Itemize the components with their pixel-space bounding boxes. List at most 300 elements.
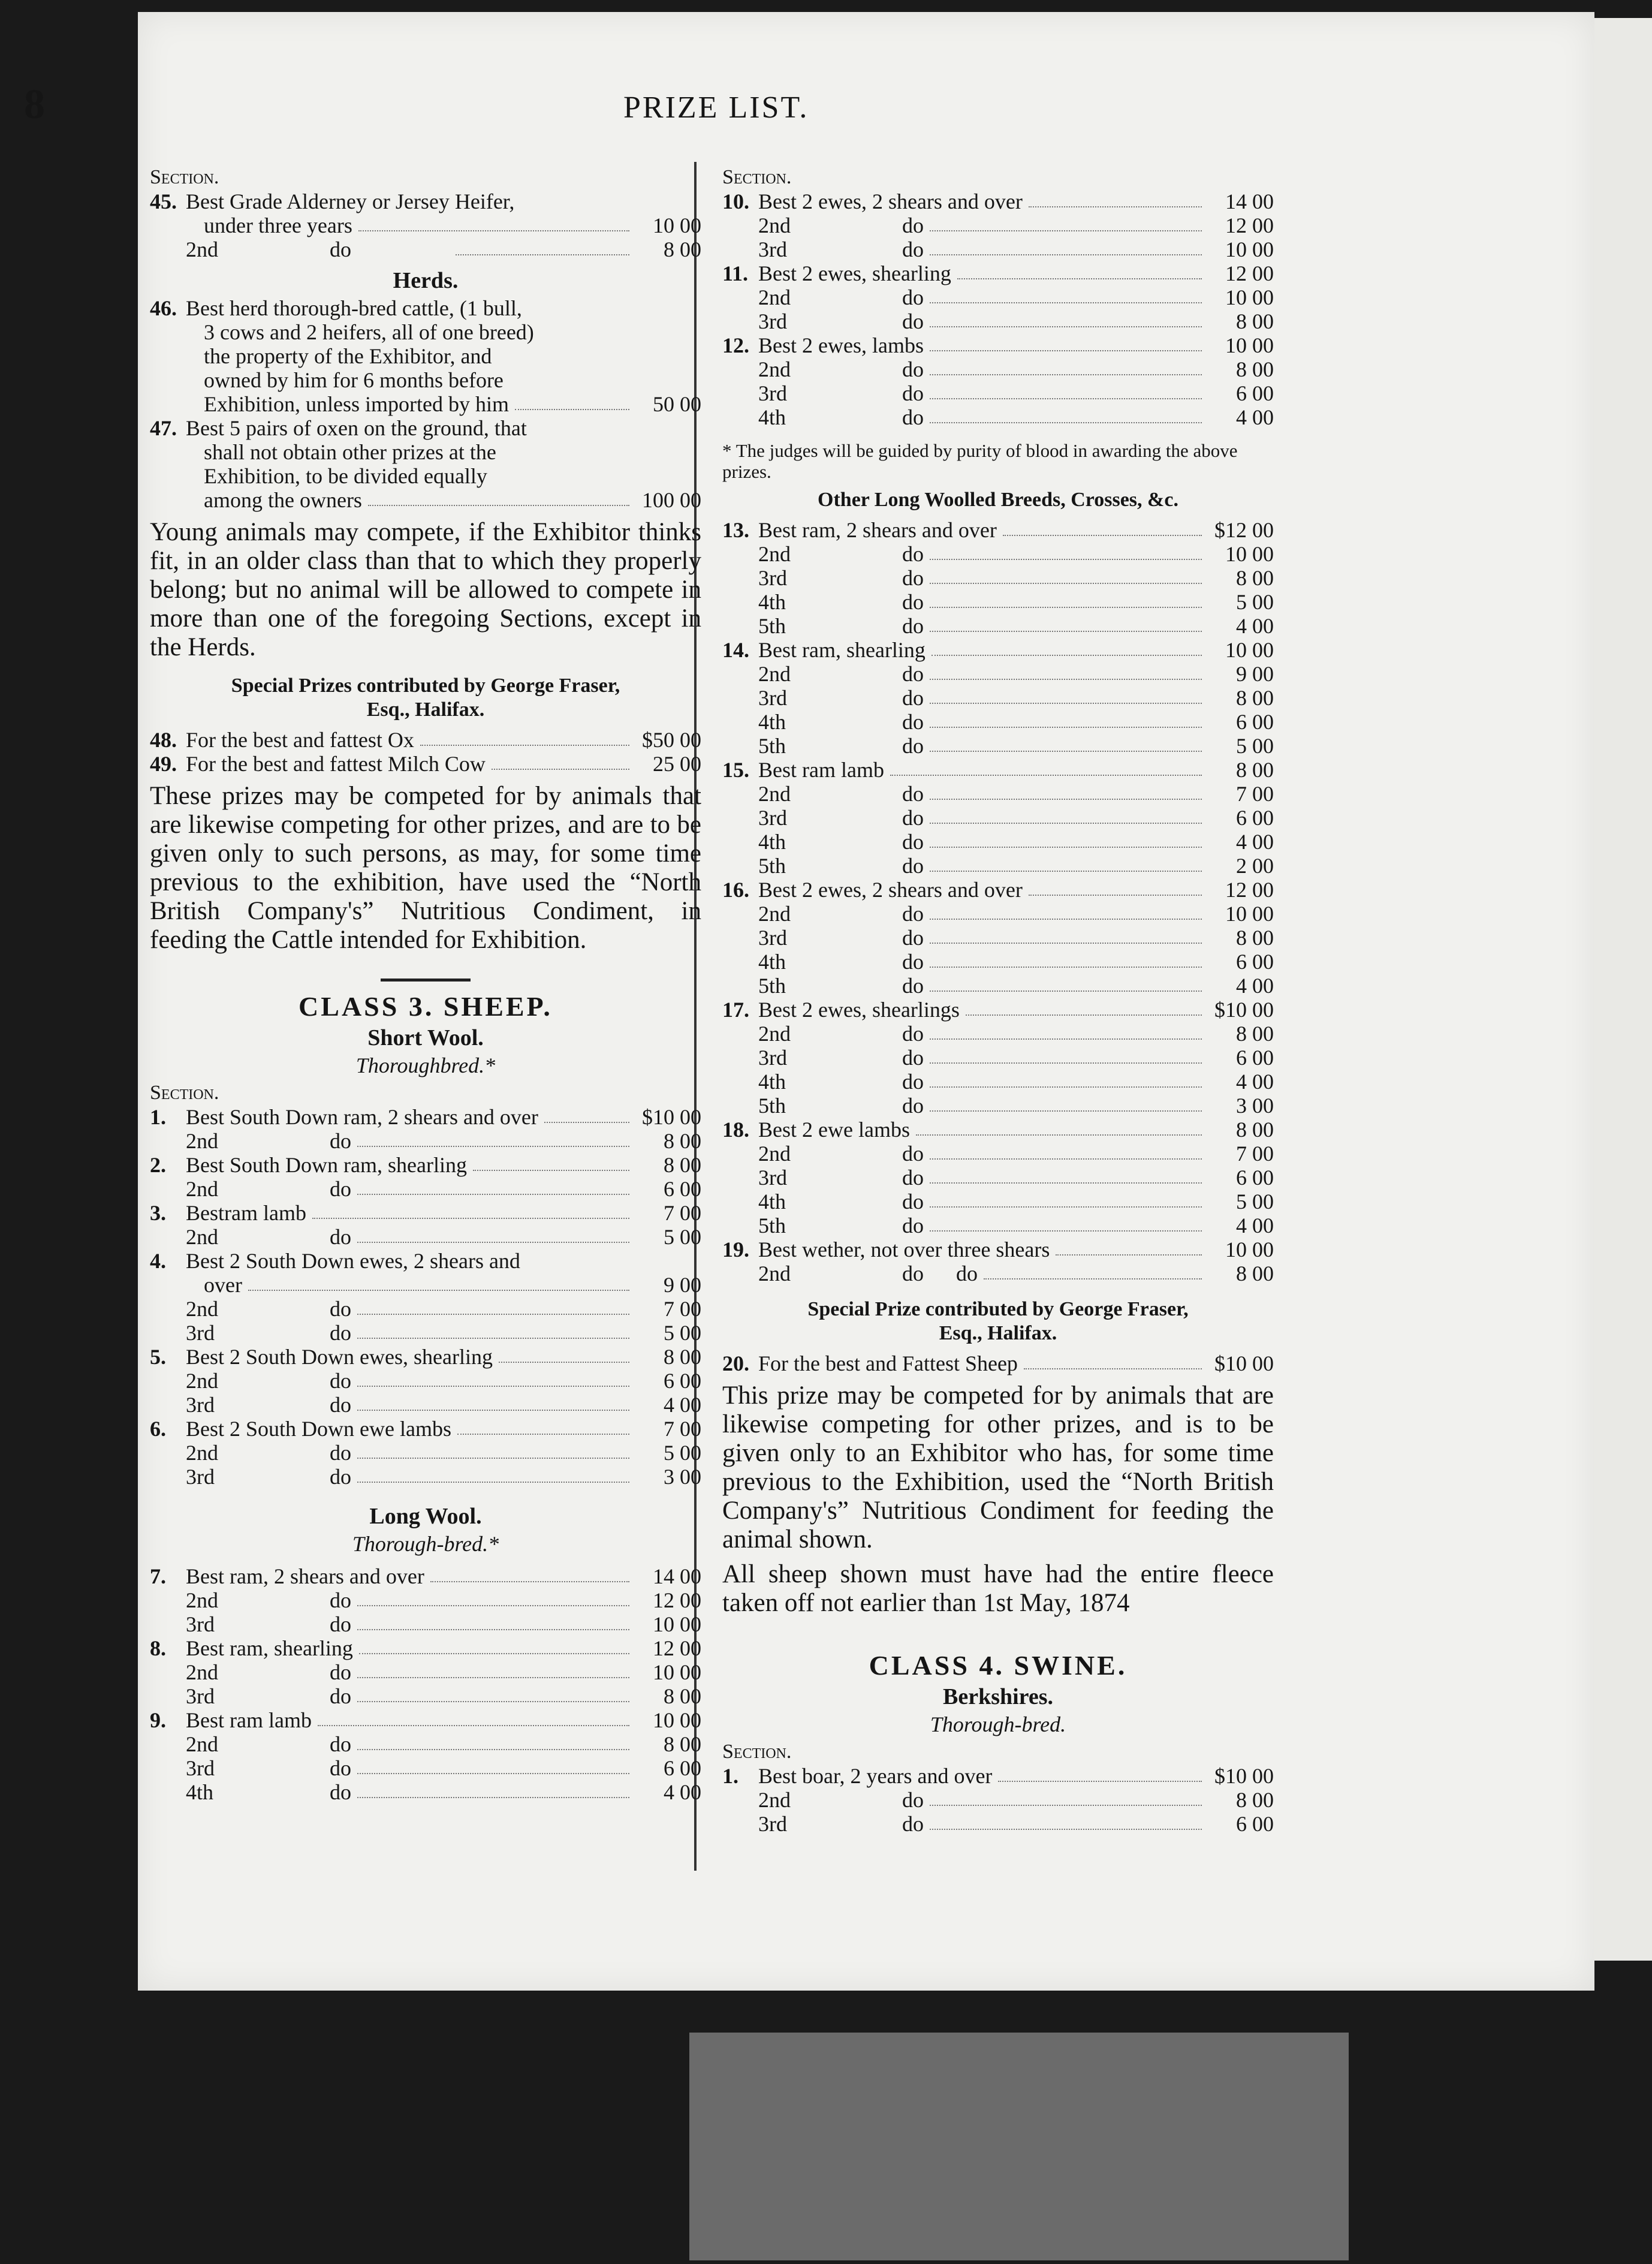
ditto: do bbox=[902, 405, 924, 429]
section-number: 7. bbox=[150, 1564, 166, 1588]
ditto: do bbox=[330, 1660, 351, 1684]
prize-amount: 10 00 bbox=[1225, 1238, 1274, 1262]
ditto: do bbox=[330, 1465, 351, 1489]
prize-amount: 5 00 bbox=[1236, 734, 1274, 758]
section-number: 8. bbox=[150, 1636, 166, 1660]
ditto: do bbox=[902, 1812, 924, 1836]
prize-amount: 6 00 bbox=[1236, 1166, 1274, 1190]
place-label: 4th bbox=[758, 590, 786, 614]
prize-amount: 12 00 bbox=[1225, 213, 1274, 237]
place-label: 2nd bbox=[186, 1297, 218, 1321]
prize-row bbox=[150, 1684, 701, 1708]
prize-amount: 3 00 bbox=[664, 1465, 701, 1489]
entry-description: Best ram, shearling bbox=[186, 1636, 353, 1660]
ditto: do bbox=[330, 1588, 351, 1612]
section-number: 10. bbox=[722, 189, 749, 213]
prize-row bbox=[722, 1046, 1274, 1070]
prize-row bbox=[150, 1732, 701, 1756]
entry-description: Best ram lamb bbox=[758, 758, 884, 782]
place-label: 3rd bbox=[758, 237, 787, 261]
place-label: 3rd bbox=[758, 806, 787, 830]
ditto: do bbox=[902, 1070, 924, 1094]
prize-amount: 8 00 bbox=[1236, 1022, 1274, 1046]
scan-background-strip bbox=[689, 2033, 1349, 2260]
place-label: 3rd bbox=[186, 1756, 215, 1780]
prize-amount: $10 00 bbox=[1214, 998, 1274, 1022]
prize-amount: 3 00 bbox=[1236, 1094, 1274, 1118]
section-label: Section. bbox=[150, 1082, 219, 1104]
ditto: do bbox=[902, 782, 924, 806]
breed-note: Thoroughbred.* bbox=[355, 1053, 496, 1077]
ditto: do bbox=[330, 1177, 351, 1201]
place-label: 5th bbox=[758, 974, 786, 998]
prize-row bbox=[722, 309, 1274, 333]
section-number: 19. bbox=[722, 1238, 749, 1262]
section-number: 14. bbox=[722, 638, 749, 662]
place-label: 2nd bbox=[186, 1660, 218, 1684]
prize-amount: 12 00 bbox=[1225, 261, 1274, 285]
prize-amount: 7 00 bbox=[1236, 782, 1274, 806]
ditto: do bbox=[902, 662, 924, 686]
section-number: 46. bbox=[150, 296, 177, 320]
prize-amount: $50 00 bbox=[642, 728, 701, 752]
entry-description: shall not obtain other prizes at the bbox=[204, 440, 496, 464]
place-label: 2nd bbox=[758, 357, 791, 381]
prize-amount: 10 00 bbox=[1225, 902, 1274, 926]
prize-row bbox=[722, 758, 1274, 782]
prize-row bbox=[150, 1129, 701, 1153]
fleece-paragraph: All sheep shown must have had the entire fleece taken off not earlier than 1st May, 1874 bbox=[722, 1560, 1274, 1617]
prize-amount: 9 00 bbox=[664, 1273, 701, 1297]
prize-row bbox=[722, 614, 1274, 638]
prize-row bbox=[150, 189, 701, 213]
ditto: do bbox=[902, 237, 924, 261]
prize-amount: 8 00 bbox=[1236, 309, 1274, 333]
place-label: 3rd bbox=[758, 686, 787, 710]
long-wool-list bbox=[150, 1564, 701, 1804]
entry-description: Best 2 ewes, 2 shears and over bbox=[758, 878, 1023, 902]
prize-amount: 9 00 bbox=[1236, 662, 1274, 686]
prize-amount: 6 00 bbox=[664, 1369, 701, 1393]
prize-row bbox=[150, 1588, 701, 1612]
prize-row bbox=[722, 1812, 1274, 1836]
prize-amount: 2 00 bbox=[1236, 854, 1274, 878]
ditto: do bbox=[330, 1684, 351, 1708]
place-label: 5th bbox=[758, 854, 786, 878]
place-label: 2nd bbox=[186, 1369, 218, 1393]
prize-amount: 4 00 bbox=[1236, 974, 1274, 998]
section-number: 5. bbox=[150, 1345, 166, 1369]
entry-description: Best 2 ewes, shearlings bbox=[758, 998, 960, 1022]
prize-amount: 5 00 bbox=[664, 1441, 701, 1465]
prize-amount: 10 00 bbox=[1225, 285, 1274, 309]
prize-amount: 4 00 bbox=[664, 1780, 701, 1804]
place-label: 3rd bbox=[758, 1166, 787, 1190]
ditto: do bbox=[902, 213, 924, 237]
place-label: 2nd bbox=[186, 1225, 218, 1249]
place-label: 4th bbox=[758, 405, 786, 429]
prize-amount: 7 00 bbox=[1236, 1142, 1274, 1166]
entry-description: Best ram, 2 shears and over bbox=[186, 1564, 424, 1588]
section-number: 3. bbox=[150, 1201, 166, 1225]
section-number: 18. bbox=[722, 1118, 749, 1142]
prize-row bbox=[150, 1612, 701, 1636]
prize-row bbox=[722, 1166, 1274, 1190]
prize-row bbox=[722, 1764, 1274, 1788]
prize-amount: 25 00 bbox=[653, 752, 701, 776]
section-number: 15. bbox=[722, 758, 749, 782]
entry-description: under three years bbox=[204, 213, 352, 237]
prize-row bbox=[722, 237, 1274, 261]
prize-row bbox=[150, 1564, 701, 1588]
other-breeds-heading: Other Long Woolled Breeds, Crosses, &c. bbox=[818, 489, 1178, 511]
ditto: do bbox=[902, 926, 924, 950]
prize-amount: 4 00 bbox=[664, 1393, 701, 1417]
prize-row bbox=[722, 926, 1274, 950]
prize-row bbox=[722, 782, 1274, 806]
entry-description: among the owners bbox=[204, 488, 362, 512]
entry-description: For the best and Fattest Sheep bbox=[758, 1351, 1018, 1375]
prize-amount: 8 00 bbox=[664, 1732, 701, 1756]
place-label: 5th bbox=[758, 1214, 786, 1238]
prize-row bbox=[150, 1273, 701, 1297]
prize-amount: 6 00 bbox=[664, 1177, 701, 1201]
prize-amount: 8 00 bbox=[664, 1129, 701, 1153]
prize-row bbox=[722, 1142, 1274, 1166]
entry-description: Best 2 ewes, 2 shears and over bbox=[758, 189, 1023, 213]
ditto: do bbox=[902, 1166, 924, 1190]
ditto: do bbox=[902, 854, 924, 878]
entry-description: Best wether, not over three shears bbox=[758, 1238, 1050, 1262]
entry-description: owned by him for 6 months before bbox=[204, 368, 504, 392]
breed-note: Thorough-bred. bbox=[930, 1712, 1066, 1736]
prize-amount: 7 00 bbox=[664, 1417, 701, 1441]
ditto: do bbox=[902, 1094, 924, 1118]
prize-amount: 10 00 bbox=[653, 1660, 701, 1684]
place-label: 2nd bbox=[758, 542, 791, 566]
place-label: 2nd bbox=[186, 1129, 218, 1153]
class-heading: CLASS 3. SHEEP. bbox=[299, 991, 553, 1022]
prize-row bbox=[722, 806, 1274, 830]
prize-row bbox=[150, 1321, 701, 1345]
prize-amount: 4 00 bbox=[1236, 830, 1274, 854]
place-label: 3rd bbox=[758, 1046, 787, 1070]
place-label: 3rd bbox=[758, 309, 787, 333]
entry-description: Best 2 South Down ewe lambs bbox=[186, 1417, 451, 1441]
prize-row bbox=[722, 518, 1274, 542]
entry-description: over bbox=[204, 1273, 242, 1297]
prize-amount: $10 00 bbox=[1214, 1764, 1274, 1788]
ditto: do bbox=[902, 614, 924, 638]
ditto: do bbox=[902, 734, 924, 758]
ditto: do bbox=[902, 950, 924, 974]
place-label: 4th bbox=[186, 1780, 214, 1804]
prize-row bbox=[722, 189, 1274, 213]
place-label: 2nd bbox=[758, 902, 791, 926]
prize-row bbox=[722, 333, 1274, 357]
prize-amount: 8 00 bbox=[1236, 758, 1274, 782]
place-label: 4th bbox=[758, 1070, 786, 1094]
page-number: 8 bbox=[24, 82, 45, 128]
prize-amount: 8 00 bbox=[1236, 1262, 1274, 1285]
ditto: do bbox=[902, 1788, 924, 1812]
prize-row bbox=[722, 285, 1274, 309]
section-number: 6. bbox=[150, 1417, 166, 1441]
prize-row bbox=[722, 950, 1274, 974]
place-label: 3rd bbox=[758, 1812, 787, 1836]
prize-amount: 6 00 bbox=[1236, 710, 1274, 734]
short-wool-list bbox=[150, 1105, 701, 1489]
ditto: do bbox=[330, 1321, 351, 1345]
prizes-paragraph: These prizes may be competed for by animals that are likewise competing for other prizes, and are to be given only to such persons, as may, for some time previous to the exhibition, have used the “North British Company's” Nutritious Condiment, in feeding the Cattle intended for Exhibition. bbox=[150, 782, 701, 954]
entry-description: Best 2 ewes, shearling bbox=[758, 261, 951, 285]
section-number: 2. bbox=[150, 1153, 166, 1177]
prize-row bbox=[150, 1105, 701, 1129]
place-label: 2nd bbox=[758, 1788, 791, 1812]
prize-amount: 6 00 bbox=[1236, 381, 1274, 405]
section-number: 45. bbox=[150, 189, 177, 213]
section-label: Section. bbox=[150, 166, 219, 188]
entry-description: Exhibition, to be divided equally bbox=[204, 464, 487, 488]
prize-row bbox=[150, 1660, 701, 1684]
section-number: 1. bbox=[150, 1105, 166, 1129]
entry-description: Best 2 ewes, lambs bbox=[758, 333, 924, 357]
prize-amount: 100 00 bbox=[642, 488, 701, 512]
place-label: 5th bbox=[758, 1094, 786, 1118]
section-number: 48. bbox=[150, 728, 177, 752]
prize-amount: 8 00 bbox=[1236, 566, 1274, 590]
prize-row bbox=[722, 213, 1274, 237]
ditto: do bbox=[902, 309, 924, 333]
herds-heading: Herds. bbox=[393, 268, 459, 293]
ditto: do bbox=[902, 381, 924, 405]
prize-row bbox=[722, 974, 1274, 998]
prize-amount: 8 00 bbox=[1236, 357, 1274, 381]
prize-row bbox=[722, 662, 1274, 686]
place-label: 5th bbox=[758, 734, 786, 758]
prize-row bbox=[722, 357, 1274, 381]
place-label: 2nd bbox=[186, 1177, 218, 1201]
prize-row bbox=[150, 1201, 701, 1225]
section-label: Section. bbox=[722, 1741, 792, 1763]
prize-row bbox=[722, 686, 1274, 710]
long-wool-ewes-list bbox=[722, 189, 1274, 429]
prize-amount: 10 00 bbox=[1225, 333, 1274, 357]
prize-amount: 12 00 bbox=[653, 1636, 701, 1660]
place-label: 3rd bbox=[186, 1465, 215, 1489]
place-label: 3rd bbox=[758, 926, 787, 950]
prize-amount: 6 00 bbox=[1236, 806, 1274, 830]
ditto: do bbox=[330, 1297, 351, 1321]
prize-row bbox=[722, 902, 1274, 926]
left-column bbox=[150, 162, 701, 1804]
prize-amount: 10 00 bbox=[1225, 237, 1274, 261]
prize-amount: 6 00 bbox=[1236, 1046, 1274, 1070]
ditto: do bbox=[330, 1393, 351, 1417]
prize-row bbox=[150, 1708, 701, 1732]
prize-amount: $10 00 bbox=[1214, 1351, 1274, 1375]
prize-amount: 4 00 bbox=[1236, 614, 1274, 638]
prize-row bbox=[150, 1297, 701, 1321]
prize-row bbox=[722, 734, 1274, 758]
section-number: 12. bbox=[722, 333, 749, 357]
ditto: do bbox=[902, 357, 924, 381]
prize-row bbox=[722, 710, 1274, 734]
prize-row bbox=[150, 1177, 701, 1201]
swine-list bbox=[722, 1764, 1274, 1836]
prize-amount: 8 00 bbox=[664, 237, 701, 261]
prize-amount: $12 00 bbox=[1214, 518, 1274, 542]
ditto: do bbox=[902, 1022, 924, 1046]
entry-description: Best ram, shearling bbox=[758, 638, 926, 662]
prize-row bbox=[150, 1153, 701, 1177]
prize-row bbox=[150, 752, 701, 776]
prize-paragraph: This prize may be competed for by animals that are likewise competing for other prizes, and is to be given only to an Exhibitor who has, for some time previous to the Exhibition, used the “North British Company's” Nutritious Condiment for feeding the animal shown. bbox=[722, 1381, 1274, 1554]
prize-amount: 5 00 bbox=[1236, 590, 1274, 614]
ditto: do bbox=[330, 1732, 351, 1756]
prize-row bbox=[150, 296, 701, 320]
entry-description: Best South Down ram, 2 shears and over bbox=[186, 1105, 538, 1129]
prize-amount: 14 00 bbox=[653, 1564, 701, 1588]
prize-row bbox=[150, 1393, 701, 1417]
ditto: do bbox=[902, 1190, 924, 1214]
section-number: 16. bbox=[722, 878, 749, 902]
prize-amount: 8 00 bbox=[1236, 926, 1274, 950]
place-label: 2nd bbox=[186, 1732, 218, 1756]
ditto: do bbox=[902, 542, 924, 566]
running-head: PRIZE LIST. bbox=[623, 91, 809, 125]
place-label: 2nd bbox=[758, 213, 791, 237]
prize-row bbox=[722, 1022, 1274, 1046]
prize-row bbox=[722, 1788, 1274, 1812]
ditto: do bbox=[902, 974, 924, 998]
prize-amount: 8 00 bbox=[1236, 1788, 1274, 1812]
place-label: 2nd bbox=[186, 1588, 218, 1612]
prize-amount: 4 00 bbox=[1236, 1214, 1274, 1238]
entry-description: the property of the Exhibitor, and bbox=[204, 344, 492, 368]
ditto: do bbox=[330, 237, 351, 261]
place-label: 2nd bbox=[758, 1142, 791, 1166]
breed-note: Thorough-bred.* bbox=[352, 1532, 499, 1556]
prize-amount: 8 00 bbox=[664, 1345, 701, 1369]
ditto: ram lamb bbox=[224, 1201, 306, 1225]
ditto: do bbox=[330, 1612, 351, 1636]
entry-description: 3 cows and 2 heifers, all of one breed) bbox=[204, 320, 534, 344]
ditto: do bbox=[330, 1369, 351, 1393]
place-label: 3rd bbox=[758, 566, 787, 590]
prize-amount: 8 00 bbox=[1236, 1118, 1274, 1142]
section-number: 9. bbox=[150, 1708, 166, 1732]
prize-amount: 50 00 bbox=[653, 392, 701, 416]
prize-amount: 10 00 bbox=[1225, 638, 1274, 662]
ditto: do bbox=[330, 1129, 351, 1153]
entry-description: Best bbox=[186, 1201, 225, 1225]
entry-description: Best 5 pairs of oxen on the ground, that bbox=[186, 416, 527, 440]
prize-row bbox=[150, 1465, 701, 1489]
place-label: 4th bbox=[758, 950, 786, 974]
prize-row bbox=[722, 1118, 1274, 1142]
prize-amount: 14 00 bbox=[1225, 189, 1274, 213]
separator-rule bbox=[381, 979, 471, 982]
prize-row bbox=[722, 1214, 1274, 1238]
prize-row bbox=[722, 405, 1274, 429]
prize-row bbox=[722, 1262, 1274, 1285]
prize-row bbox=[150, 1441, 701, 1465]
prize-row bbox=[150, 237, 701, 261]
place-label: 5th bbox=[758, 614, 786, 638]
prize-amount: 5 00 bbox=[664, 1321, 701, 1345]
place-label: 4th bbox=[758, 830, 786, 854]
entry-description: Best South Down ram, shearling bbox=[186, 1153, 467, 1177]
place-label: 2nd bbox=[758, 662, 791, 686]
subheading: Berkshires. bbox=[942, 1684, 1054, 1709]
prize-amount: $10 00 bbox=[642, 1105, 701, 1129]
subheading: Short Wool. bbox=[367, 1025, 484, 1050]
section-number: 4. bbox=[150, 1249, 166, 1273]
section-number: 20. bbox=[722, 1351, 749, 1375]
special-prize-heading: Special Prize contributed by George Fraser, Esq., Halifax. bbox=[807, 1298, 1189, 1344]
place-label: 3rd bbox=[186, 1393, 215, 1417]
ditto: do bbox=[902, 710, 924, 734]
prize-amount: 8 00 bbox=[664, 1153, 701, 1177]
ditto: do bbox=[902, 1214, 924, 1238]
ditto: do bbox=[330, 1441, 351, 1465]
place-label: 2nd bbox=[758, 1022, 791, 1046]
section-number: 13. bbox=[722, 518, 749, 542]
prize-row bbox=[722, 1351, 1274, 1375]
entry-description: For the best and fattest Ox bbox=[186, 728, 414, 752]
prize-row bbox=[150, 213, 701, 237]
prize-amount: 10 00 bbox=[653, 213, 701, 237]
prize-amount: 10 00 bbox=[1225, 542, 1274, 566]
prize-row bbox=[722, 1094, 1274, 1118]
prize-row bbox=[722, 830, 1274, 854]
section-label: Section. bbox=[722, 166, 792, 188]
entry-description: Best ram, 2 shears and over bbox=[758, 518, 997, 542]
entry-description: Exhibition, unless imported by him bbox=[204, 392, 509, 416]
prize-row bbox=[722, 381, 1274, 405]
ditto: do bbox=[902, 566, 924, 590]
young-animals-paragraph: Young animals may compete, if the Exhibitor thinks fit, in an older class than that to which they properly belong; but no animal will be allowed to compete in more than one of the foregoing Sections, except in the Herds. bbox=[150, 518, 701, 661]
subheading: Long Wool. bbox=[369, 1504, 482, 1529]
prize-amount: 4 00 bbox=[1236, 1070, 1274, 1094]
entry-description: Best 2 South Down ewes, 2 shears and bbox=[186, 1249, 520, 1273]
section-number: 17. bbox=[722, 998, 749, 1022]
place-label: 4th bbox=[758, 1190, 786, 1214]
entry-description: Best 2 ewe lambs bbox=[758, 1118, 910, 1142]
ditto: do bbox=[330, 1780, 351, 1804]
prize-amount: 12 00 bbox=[653, 1588, 701, 1612]
prize-row bbox=[722, 1070, 1274, 1094]
entry-description: Best ram lamb bbox=[186, 1708, 312, 1732]
ditto: do bbox=[330, 1756, 351, 1780]
prize-row bbox=[150, 1225, 701, 1249]
section-number: 47. bbox=[150, 416, 177, 440]
right-column bbox=[722, 162, 1274, 1836]
prize-row bbox=[150, 1345, 701, 1369]
prize-amount: 7 00 bbox=[664, 1201, 701, 1225]
prize-row bbox=[722, 1238, 1274, 1262]
place-label: 3rd bbox=[186, 1612, 215, 1636]
prize-amount: 5 00 bbox=[664, 1225, 701, 1249]
prize-amount: 10 00 bbox=[653, 1708, 701, 1732]
place-label: 2nd bbox=[186, 237, 218, 261]
section-number: 1. bbox=[722, 1764, 738, 1788]
prize-row bbox=[722, 998, 1274, 1022]
place-label: 2nd bbox=[758, 285, 791, 309]
prize-amount: 4 00 bbox=[1236, 405, 1274, 429]
place-label: 2nd bbox=[758, 782, 791, 806]
